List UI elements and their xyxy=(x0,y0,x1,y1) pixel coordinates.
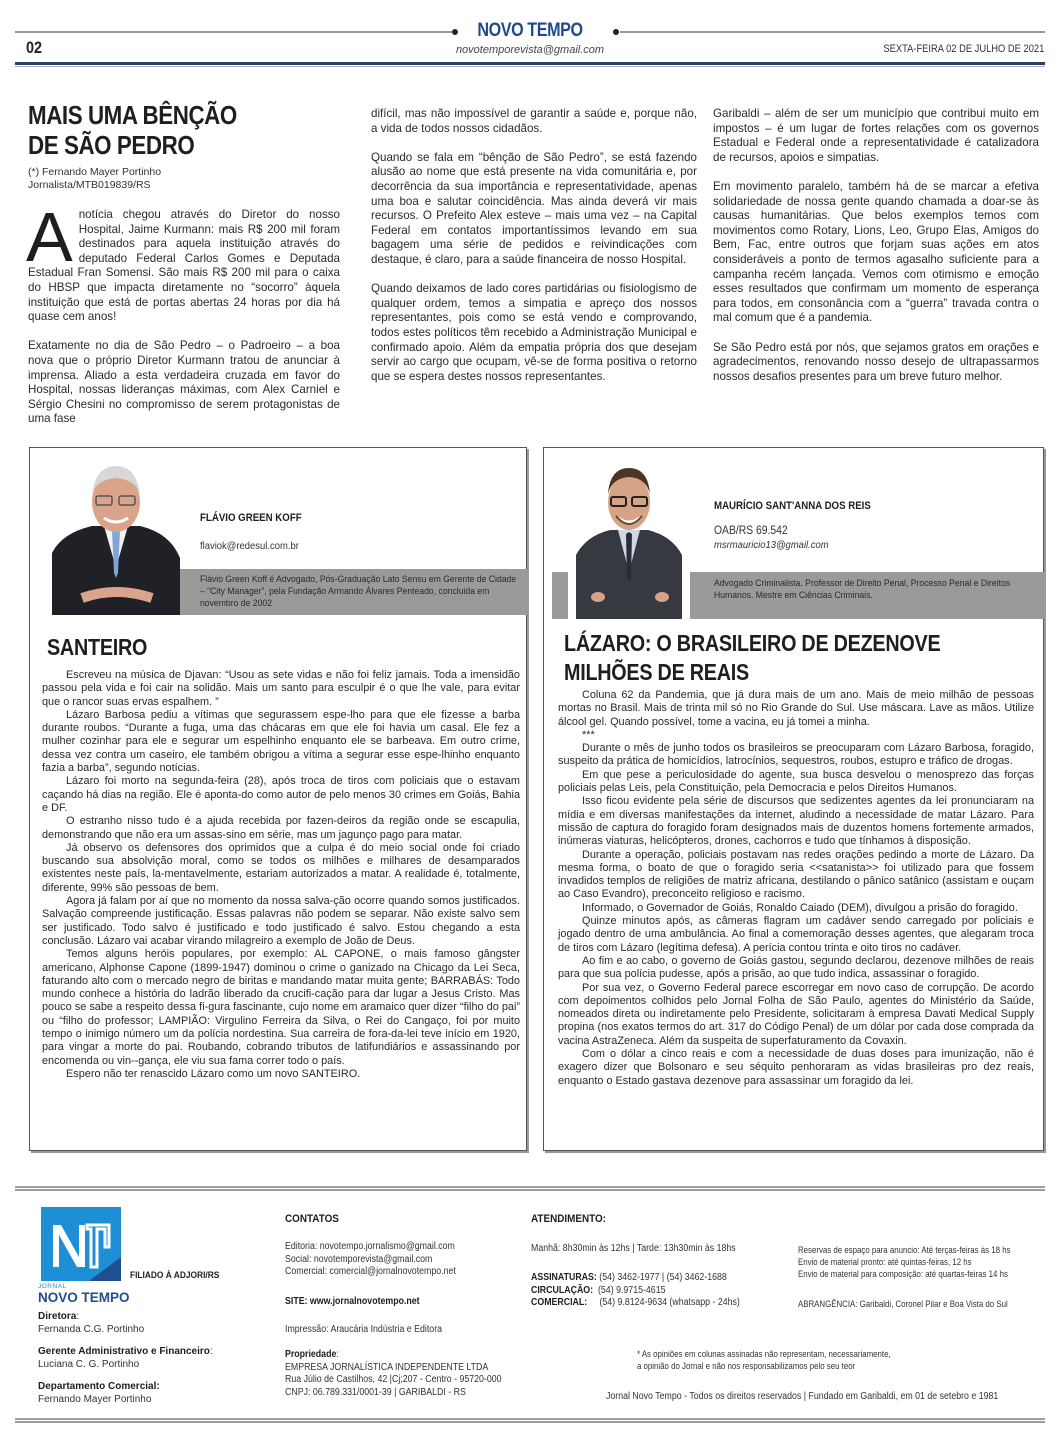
author-bio: Advogado Criminalista. Professor de Direito Penal, Processo Penal e Direitos Humanos. Mestre em Ciências Criminais. xyxy=(714,578,1011,601)
column-paragraph: *** xyxy=(582,728,595,741)
article-paragraph: Exatamente no dia de São Pedro – o Padroeiro – a boa nova que o próprio Diretor Kurmann tratou de anunciar à imprensa. Aliado a esta verdadeira cruzada em favor do Hospital, nossas lideranças máximas, com Alex Carniel e Sérgio Chesini no compromisso de serem protagonistas de uma fase xyxy=(28,339,340,426)
author-registration: OAB/RS 69.542 xyxy=(714,525,788,537)
article-column-3 xyxy=(713,107,1039,399)
article-paragraph: Quando deixamos de lado cores partidárias ou fisiologismo de qualquer ordem, temos a simpatia e apreço dos nossos representantes, pois como se está vendo e comprovando, todos estes políticos têm recebido a Administração Municipal e confirmado apoio. Além da empatia própria dos que desejam servir ao cargo que ocupam, vê-se de forma positiva o retorno que se espera destes nossos representantes. xyxy=(371,282,697,383)
article-paragraph: Quando se fala em “bênção de São Pedro”, se está fazendo alusão ao nome que está presente na vida comunitária e, por decorrência da sua importância e representatividade, apenas uma boa e salutar coincidência. Mas ainda deverá vir mais recursos. O Prefeito Alex esteve – mais uma vez – na Capital Federal em contatos importantíssimos levando em sua bagagem uma série de pedidos e reivindicações com destaque, é claro, para a saúde financeira de nosso Hospital. xyxy=(371,150,697,266)
logo-jornal-label: JORNAL xyxy=(38,1283,67,1290)
newspaper-logo xyxy=(41,1207,121,1281)
author-name: FLÁVIO GREEN KOFF xyxy=(200,512,302,524)
header-rule xyxy=(15,62,1045,65)
phone-circulacao: CIRCULAÇÃO: (54) 9.9715-4615 xyxy=(531,1284,666,1296)
logo-newspaper-name: NOVO TEMPO xyxy=(38,1290,130,1305)
author-portrait-icon xyxy=(568,460,690,619)
column-paragraph: Isso ficou evidente pela série de discursos que sedizentes agentes da lei pronunciaram na mídia e em diversas manifestações da internet, aludindo a necessidade de matar Lázaro. Para missão de captura do foragido foram designados mais de duzentos homens fortemente armados, inúmeras viaturas, helicópteros, drones, cachorros e tudo que tínhamos à disposição. xyxy=(558,795,1034,848)
page-header xyxy=(0,0,1058,70)
phone-list xyxy=(531,1272,740,1310)
nt-logo-icon xyxy=(41,1207,121,1281)
column-paragraph: O estranho nisso tudo é a ajuda recebida por fazen-deiros da região onde se escapulia, demonstrando que não era um assas-sino em série, mas um jagunço pago para matar. xyxy=(42,815,520,841)
column-paragraph: Ao fim e ao cabo, o governo de Goiás gastou, segundo declarou, dezenove milhões de reais para que sua polícia pudesse, após a prisão, ao que tudo indica, assassinar o foragido. xyxy=(558,954,1034,981)
column-paragraph: Durante a operação, policiais postavam nas redes orações pedindo a morte de Lázaro. Da mesma forma, o boato de que o foragido seria <<satanista>> foi utilizado para que fossem invadidos templos de religiões de matriz africana, destilando o pânico satânico (assistam e ouçam ao Caso Evandro), preconceito religioso e racismo. xyxy=(558,848,1034,901)
contato-editoria[interactable]: Editoria: novotempo.jornalismo@gmail.com xyxy=(285,1241,455,1252)
staff-director: Diretora: Fernanda C.G. Portinho xyxy=(38,1311,145,1335)
affiliation-label: FILIADO À ADJORI/RS xyxy=(130,1270,220,1281)
staff-manager: Gerente Administrativo e Financeiro: Luciana C. G. Portinho xyxy=(38,1346,213,1370)
column-paragraph: Durante o mês de junho todos os brasileiros se preocuparam com Lázaro Barbosa, foragido, suspeito da prática de homicídios, latrocínios, sequestros, roubos, estupro e tráfico de drogas. xyxy=(558,742,1034,768)
opinion-column-lazaro xyxy=(543,447,1044,1151)
footer-bottom-rule xyxy=(15,1418,1045,1423)
column-paragraph: Escreveu na música de Djavan: “Usou as sete vidas e não foi feliz jamais. Toda a imensidão passou pela vida e foi cair na solidão. Mais um santo para esculpir é o que lhe vale, para evitar que o rancor suas ervas espalhem. ” xyxy=(42,669,520,708)
staff-commercial: Departamento Comercial: Fernando Mayer Portinho xyxy=(38,1381,160,1405)
abrangencia-label: ABRANGÊNCIA: Garibaldi, Coronel Pilar e Boa Vista do Sul xyxy=(798,1299,1008,1310)
masthead-brand: NOVO TEMPO xyxy=(477,20,583,41)
drop-cap: A xyxy=(26,198,73,276)
header-rule-thin xyxy=(15,66,1045,67)
column-paragraph: Coluna 62 da Pandemia, que já dura mais de um ano. Mais de meio milhão de pessoas mortas no Brasil. Mais de trinta mil só no Rio Grande do Sul. Use máscara. Lave as mãos. Utilize álcool gel. Quando possível, tome a vacina, eu já tomei a minha. xyxy=(558,689,1034,728)
column-body xyxy=(558,689,1034,1088)
column-paragraph: Agora já falam por aí que no momento da nossa salva-ção ocorre quando somos justificados. Salvação compreende justificação. Essas palavras não podem se separar. Não existe salvo sem ser justificado. Todo salvo é justificado e todo justificado é salvo. Estou chegando a esta conclusão. Lázaro vai acabar virando milagreiro a exemplo de João de Deus. xyxy=(42,895,520,947)
article-title: MAIS UMA BÊNÇÃO DE SÃO PEDRO xyxy=(28,100,237,160)
column-paragraph: Já observo os defensores dos oprimidos que a culpa é do meio social onde foi criado buscando sua absolvição moral, como se todos os milhões e milhares de desamparados existentes neste país, la-mentavelmente, estariam autorizados a matar. A realidade é, totalmente, diferente, 99% são pessoas de bem. xyxy=(42,841,520,894)
author-photo xyxy=(52,458,180,615)
column-paragraph: Quinze minutos após, as câmeras flagram um cadáver sendo carregado por policiais e jogado dentro de uma ambulância. Ao final a comemoração desses agentes, que alegaram troca de tiros com Lázaro (legítima defesa). A perícia contou trinta e oito tiros no cadáver. xyxy=(558,915,1034,954)
article-byline: (*) Fernando Mayer Portinho Jornalista/MTB019839/RS xyxy=(28,166,162,191)
article-paragraph: Garibaldi – além de ser um município que contribui muito em impostos – é um lugar de fortes relações com os governos Estadual e Federal onde a representatividade é catalizadora de recursos, apoios e simpatias. xyxy=(713,107,1039,164)
contatos-list xyxy=(285,1241,456,1279)
phone-assinaturas: ASSINATURAS: (54) 3462-1977 | (54) 3462-1688 xyxy=(531,1272,727,1283)
horario-atendimento: Manhã: 8h30min às 12hs | Tarde: 13h30min às 18hs xyxy=(531,1243,736,1254)
author-bio: Flávio Green Koff é Advogado, Pós-Graduação Lato Sensu em Gerente de Cidade – “City Manager”, pela Fundação Armando Álvares Penteado, concluida em novembro de 2002 xyxy=(200,574,517,609)
contatos-heading: CONTATOS xyxy=(285,1213,339,1225)
column-paragraph: Informado, o Governador de Goiás, Ronaldo Caiado (DEM), divulgou a prisão do foragido. xyxy=(582,901,1018,914)
author-portrait-icon xyxy=(52,458,180,615)
phone-comercial: COMERCIAL: (54) 9.8124-9634 (whatsapp - 24hs) xyxy=(531,1297,740,1308)
article-paragraph: difícil, mas não impossível de garantir a saúde e, porque não, a vida de todos nossos cidadãos. xyxy=(371,107,697,135)
opinion-column-santeiro xyxy=(29,447,527,1151)
header-date: SEXTA-FEIRA 02 DE JULHO DE 2021 xyxy=(883,43,1044,55)
header-dot-right xyxy=(613,29,619,35)
page-number: 02 xyxy=(26,38,43,57)
column-title: LÁZARO: O BRASILEIRO DE DEZENOVE MILHÕES DE REAIS xyxy=(564,630,941,685)
article-column-2 xyxy=(371,107,697,399)
author-email[interactable]: flaviok@redesul.com.br xyxy=(200,540,299,552)
disclaimer: * As opiniões em colunas assinadas não representam, necessariamente, a opinião do Jornal e não nos responsabilizamos pelo seu teor xyxy=(637,1349,891,1372)
column-paragraph: Espero não ter renascido Lázaro como um novo SANTEIRO. xyxy=(66,1067,361,1080)
site-link[interactable]: SITE: www.jornalnovotempo.net xyxy=(285,1296,420,1307)
article-column-1 xyxy=(26,198,340,442)
column-title: SANTEIRO xyxy=(47,634,148,660)
article-paragraph: Em movimento paralelo, também há de se marcar a efetiva solidariedade de nossa gente quando chamada a doar-se às causas humanitárias. Que belos exemplos temos com movimentos como Rotary, Lions, Leo, Grupo Elas, Amigos do Bem, Fac, entre outros que forjam suas ações em atos consideráveis a ponto de termos agasalho suficiente para a campanha recém lançada. Vemos com otimismo e emoção esses resultados que confirmam um momento de esperança para todos, em consonância com a “guerra” travada contra o mal comum que é a pandemia. xyxy=(713,179,1039,325)
column-paragraph: Lázaro Barbosa pediu a vítimas que segurassem espe-lho para que ele fizesse a barba durante roubos. “Durante a fuga, uma das chácaras em que ele foi havia um casal. Ele fez a mulher cozinhar para ele e segurar um espelhinho enquanto ele se barbeava. Em outro crime, dessa vez contra um caseiro, ele também obrigou a vítima a segurar esse espe-lhinho enquanto fazia a barba”, segundo notícias. xyxy=(42,708,520,775)
propriedade-block: Propriedade: EMPRESA JORNALÍSTICA INDEPENDENTE LTDA Rua Júlio de Castilhos, 42 |Cj;207 - Centro - 95720-000 CNPJ: 06.789.331/0001-39 | GARIBALDI - RS xyxy=(285,1349,502,1398)
contato-social[interactable]: Social: novotemporevista@gmail.com xyxy=(285,1253,433,1265)
author-name: MAURÍCIO SANT'ANNA DOS REIS xyxy=(714,500,871,512)
copyright-notice: Jornal Novo Tempo - Todos os direitos reservados | Fundado em Garibaldi, em 01 de setebro e 1981 xyxy=(606,1391,999,1402)
article-paragraph: A notícia chegou através do Diretor do nosso Hospital, Jaime Kurmann: mais R$ 200 mil foram destinados para aquela instituição através do deputado Federal Carlos Gomes e Deputada Estadual Fran Somensi. São mais R$ 200 mil para o caixa do HBSP que impacta diretamente no “socorro” àquela instituição que está de portas abertas 24 horas por dia há quase cem anos! xyxy=(26,198,340,324)
contato-comercial[interactable]: Comercial: comercial@jornalnovotempo.net xyxy=(285,1266,456,1277)
impressao-label: Impressão: Araucária Indústria e Editora xyxy=(285,1324,443,1335)
author-photo xyxy=(568,460,690,619)
column-paragraph: Em que pese a periculosidade do agente, sua busca desvelou o menosprezo das forças policiais pelas Leis, pela Constituição, pela Democracia e pelos Direitos Humanos. xyxy=(558,768,1034,795)
prazos-list: Reservas de espaço para anuncio: Até terças-feiras às 18 hs Envio de material pronto: até quintas-feiras, 12 hs Envio de material para composição: até quartas-feiras 14 hs xyxy=(798,1245,1011,1280)
footer-top-rule xyxy=(15,1186,1045,1191)
column-body xyxy=(42,669,520,1081)
atendimento-heading: ATENDIMENTO: xyxy=(531,1213,606,1225)
column-paragraph: Por sua vez, o Governo Federal parece escorregar em novo caso de corrupção. De acordo com depoimentos colhidos pelo Jornal Folha de São Paulo, agentes do Ministério da Saúde, nomeados direta ou indiretamente pelo Presidente, solicitaram à empresa Davati Medical Supply propina (nos exatos termos do art. 317 do Código Penal) de um dólar por cada dose comprada da vacina AstraZeneca. Além da suspeita de superfaturamento da Covaxin. xyxy=(558,981,1034,1047)
column-paragraph: Lázaro foi morto na segunda-feira (28), após troca de tiros com policiais que o estavam caçando há dias na região. Ele é aponta-do como autor de pelo menos 30 crimes em Goiás, Bahia e DF. xyxy=(42,775,520,814)
column-paragraph: Temos alguns heróis populares, por exemplo: AL CAPONE, o mais famoso gângster americano, Alphonse Capone (1899-1947) dominou o crime o ganizado na Chicago da Lei Seca, faturando alto com o mercado negro de biritas e mandando matar muita gente; BARRABÁS: Todo mundo conhece a história do ladrão liberado da crucifi-cação para dar lugar a Jesus Cristo. Mas pouco se sabe a respeito dessa fi-gura fascinante, cujo nome em aramaico quer dizer “filho do pai” ou “filho do professor; LAMPIÃO: Virgulino Ferreira da Silva, o Rei do Cangaço, foi por muito tempo o inimigo número um da polícia nordestina. Sua carreira de fora-da-lei teve início em 1920, para vingar a morte do pai. Roubando, cobrando tributos de latifundiários e assassinando por encomenda ou vin--gança, ele viu sua fama correr todo o país. xyxy=(42,948,520,1067)
author-email[interactable]: msrmauricio13@gmail.com xyxy=(714,539,829,551)
header-line-right xyxy=(620,31,1045,33)
header-line-left xyxy=(15,31,455,33)
column-paragraph: Com o dólar a cinco reais e com a necessidade de duas doses para imunização, não é exagero dizer que Bolsonaro e seu séquito penhoraram as vidas brasileiras pro dez reais, enquanto o Estado gastava dezenove para assassinar um foragido da lei. xyxy=(558,1048,1034,1087)
header-email: novotemporevista@gmail.com xyxy=(455,44,605,56)
article-paragraph: Se São Pedro está por nós, que sejamos gratos em orações e agradecimentos, renovando nosso desejo de ultrapassarmos nossos desafios presentes para um breve futuro melhor. xyxy=(713,340,1039,383)
